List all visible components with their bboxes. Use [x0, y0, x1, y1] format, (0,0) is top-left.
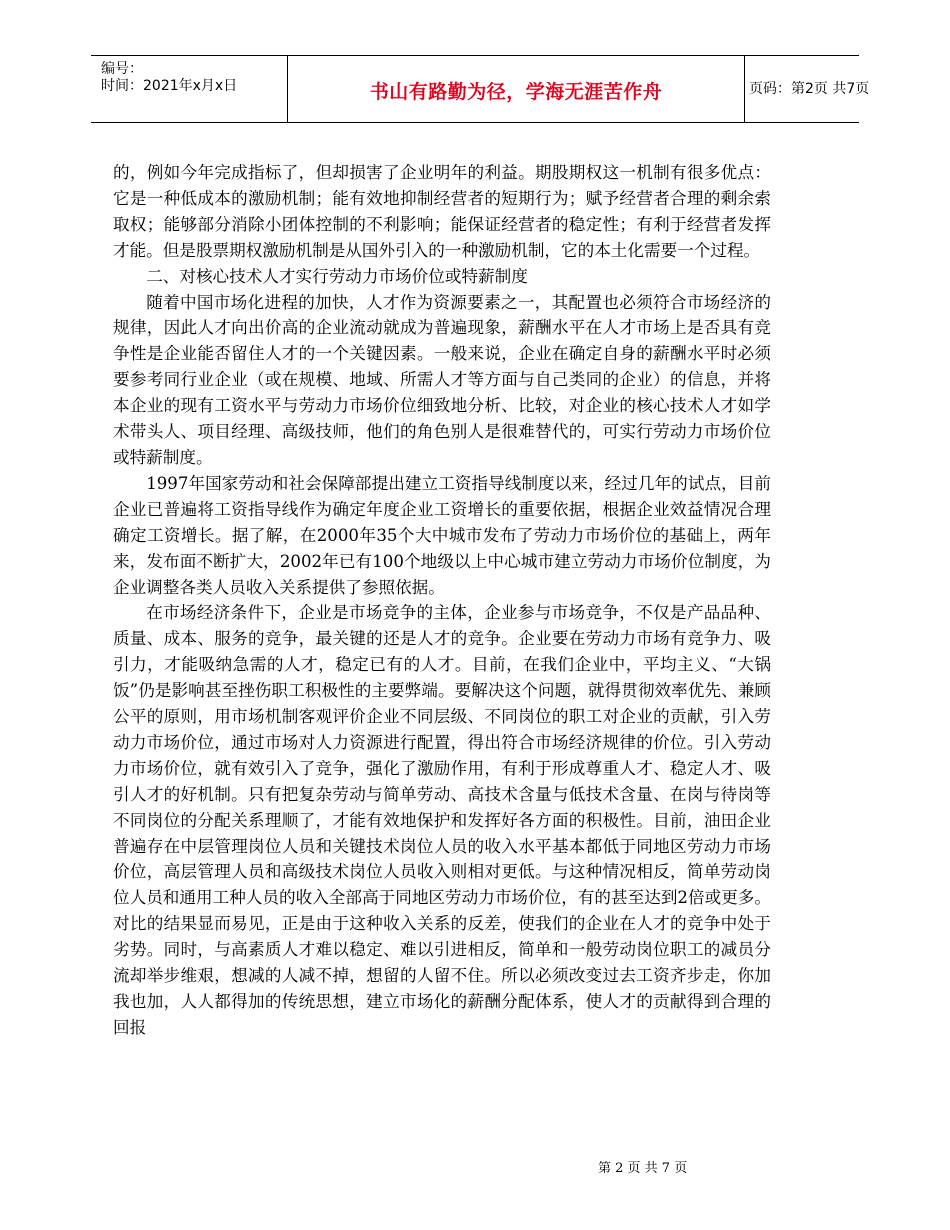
- number-label: 编号：: [101, 61, 143, 77]
- document-body: [113, 160, 771, 1041]
- paragraph: 1997年国家劳动和社会保障部提出建立工资指导线制度以来，经过几年的试点，目前企业已普遍将工资指导线作为确定年度企业工资增长的重要依据，根据企业效益情况合理确定工资增长。据了解，在2000年35个大中城市发布了劳动力市场价位的基础上，两年来，发布面不断扩大，2002年已有100个地级以上中心城市建立劳动力市场价位制度，为企业调整各类人员收入关系提供了参照依据。: [113, 473, 771, 597]
- header-motto-cell: [287, 56, 745, 122]
- page-info: 页码：第2页 共7页: [749, 81, 870, 97]
- header-page-cell: [743, 56, 870, 122]
- paragraph: 在市场经济条件下，企业是市场竞争的主体，企业参与市场竞争，不仅是产品品种、质量、成本、服务的竞争，最关键的还是人才的竞争。企业要在劳动力市场有竞争力、吸引力，才能吸纳急需的人才，稳定已有的人才。目前，在我们企业中，平均主义、“大锅饭”仍是影响甚至挫伤职工积极性的主要弊端。要解决这个问题，就得贯彻效率优先、兼顾公平的原则，用市场机制客观评价企业不同层级、不同岗位的职工对企业的贡献，引入劳动力市场价位，通过市场对人力资源进行配置，得出符合市场经济规律的价位。引入劳动力市场价位，就有效引入了竞争，强化了激励作用，有利于形成尊重人才、稳定人才、吸引人才的好机制。只有把复杂劳动与简单劳动、高技术含量与低技术含量、在岗与待岗等不同岗位的分配关系理顺了，才能有效地保护和发挥好各方面的积极性。目前，油田企业普遍存在中层管理岗位人员和关键技术岗位人员的收入水平基本都低于同地区劳动力市场价位，高层管理人员和高级技术岗位人员收入则相对更低。与这种情况相反，简单劳动岗位人员和通用工种人员的收入全部高于同地区劳动力市场价位，有的甚至达到2倍或更多。对比的结果显而易见，正是由于这种收入关系的反差，使我们的企业在人才的竞争中处于劣势。同时，与高素质人才难以稳定、难以引进相反，简单和一般劳动岗位职工的减员分流却举步维艰，想减的人减不掉，想留的人留不住。所以必须改变过去工资齐步走，你加我也加，人人都得加的传统思想，建立市场化的薪酬分配体系，使人才的贡献得到合理的回报: [113, 603, 771, 1037]
- page-header: [91, 55, 870, 123]
- paragraph-continuation: 的，例如今年完成指标了，但却损害了企业明年的利益。期股期权这一机制有很多优点：它是一种低成本的激励机制；能有效地抑制经营者的短期行为；赋予经营者合理的剩余索取权；能够部分消除小团体控制的不利影响；能保证经营者的稳定性；有利于经营者发挥才能。但是股票期权激励机制是从国外引入的一种激励机制，它的本土化需要一个过程。: [113, 163, 771, 260]
- header-meta: [91, 56, 287, 122]
- paragraph: 随着中国市场化进程的加快，人才作为资源要素之一，其配置也必须符合市场经济的规律，因此人才向出价高的企业流动就成为普遍现象，薪酬水平在人才市场上是否具有竞争性是企业能否留住人才的一个关键因素。一般来说，企业在确定自身的薪酬水平时必须要参考同行业企业（或在规模、地域、所需人才等方面与自己类同的企业）的信息，并将本企业的现有工资水平与劳动力市场价位细致地分析、比较，对企业的核心技术人才如学术带头人、项目经理、高级技师，他们的角色别人是很难替代的，可实行劳动力市场价位或特薪制度。: [113, 292, 771, 467]
- time-label: 时间：2021年x月x日: [101, 78, 238, 94]
- page-footer: 第 2 页 共 7 页: [598, 1161, 688, 1176]
- motto-text: 书山有路勤为径，学海无涯苦作舟: [369, 81, 663, 103]
- section-heading: 二、对核心技术人才实行劳动力市场价位或特薪制度: [146, 266, 528, 286]
